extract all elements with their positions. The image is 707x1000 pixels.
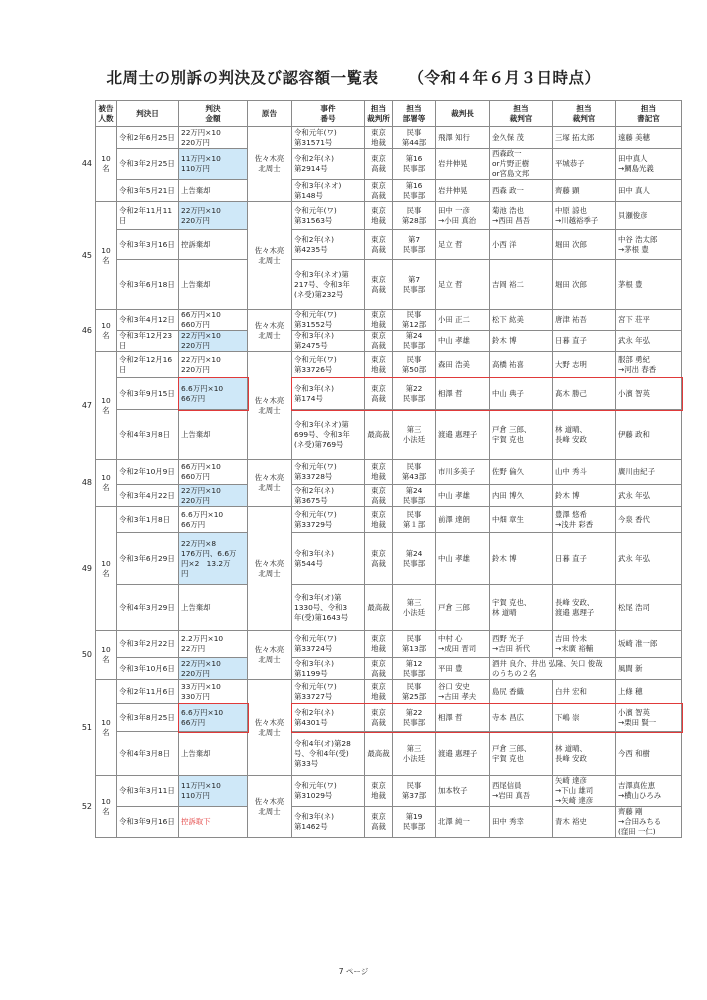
court-clerk: 茅根 豊 [616,260,682,310]
case-number: 令和元年(ワ) 第33727号 [292,680,365,704]
judgment-date: 令和3年5月21日 [117,180,179,202]
assigned-judge-1: 吉岡 裕二 [490,260,553,310]
assigned-judge-2: 日暮 直子 [553,533,616,585]
presiding-judge: 中山 孝雄 [436,331,490,352]
judgment-date: 令和2年12月16日 [117,352,179,378]
assigned-judge-2: 堀田 次郎 [553,260,616,310]
assigned-judge-1: 中畑 章生 [490,507,553,533]
table-row [96,378,682,410]
court-clerk: 齊藤 剛 →合田みちる (窪田 一仁) [616,807,682,838]
defendant-count: 10 名 [96,352,117,460]
judgment-date: 令和2年11月6日 [117,680,179,704]
court-clerk: 武永 年弘 [616,485,682,507]
assigned-judge-1: 宇賀 克也、 林 道晴 [490,585,553,631]
judgment-amount: 22万円×10 220万円 [179,658,248,680]
court-clerk: 小濱 智英 [616,378,682,410]
page-title: 北周士の別訴の判決及び認容額一覧表 （令和４年６月３日時点） [106,69,601,87]
group-number: 47 [81,400,92,410]
judgment-amount: 33万円×10 330万円 [179,680,248,704]
presiding-judge: 岩井伸晃 [436,149,490,180]
assigned-judge-1: 西森政一 or片野正樹 or宮島文邦 [490,149,553,180]
department: 第22 民事部 [393,704,436,732]
court-clerk: 今泉 香代 [616,507,682,533]
court: 最高裁 [365,585,393,631]
judgment-amount: 22万円×10 220万円 [179,127,248,149]
department: 民事 第44部 [393,127,436,149]
presiding-judge: 渡邉 惠理子 [436,410,490,460]
case-number: 令和元年(ワ) 第31552号 [292,310,365,331]
judgment-date: 令和3年6月29日 [117,533,179,585]
judgment-amount: 控訴取下 [179,807,248,838]
table-row [96,507,682,533]
case-number: 令和3年(ネ) 第1199号 [292,658,365,680]
department: 民事 第37部 [393,776,436,807]
table-row [96,631,682,658]
department: 第16 民事部 [393,149,436,180]
court: 東京 地裁 [365,507,393,533]
presiding-judge: 平田 豊 [436,658,490,680]
assigned-judge-2: 青木 裕史 [553,807,616,838]
court-clerk: 吉澤真佐恵 →横山ひろみ [616,776,682,807]
court: 東京 地裁 [365,352,393,378]
assigned-judge-1: 鈴木 博 [490,331,553,352]
judgment-amount: 上告棄却 [179,410,248,460]
assigned-judge-2: 唐津 祐吾 [553,310,616,331]
column-header: 判決日 [117,101,179,127]
page-number: 7 ページ [338,967,369,976]
department: 第12 民事部 [393,658,436,680]
department: 民事 第28部 [393,202,436,230]
court-clerk: 上條 穂 [616,680,682,704]
defendant-count: 10 名 [96,127,117,202]
presiding-judge: 中山 孝雄 [436,533,490,585]
assigned-judge-1: 島尻 香織 [490,680,553,704]
plaintiff: 佐々木亮 北周士 [248,127,292,202]
judgment-date: 令和2年6月25日 [117,127,179,149]
plaintiff: 佐々木亮 北周士 [248,507,292,631]
department: 第24 民事部 [393,533,436,585]
table-row [96,410,682,460]
case-number: 令和2年(ネ) 第4235号 [292,230,365,260]
judgment-date: 令和2年11月11日 [117,202,179,230]
court-clerk: 武永 年弘 [616,331,682,352]
assigned-judge-1: 松下 紘美 [490,310,553,331]
assigned-judge-1: 西野 光子 →吉田 祈代 [490,631,553,658]
court-clerk: 田中真人 →鯛島光義 [616,149,682,180]
department: 民事 第12部 [393,310,436,331]
judgment-date: 令和3年2月25日 [117,149,179,180]
judgment-amount: 控訴棄却 [179,230,248,260]
column-header: 被告 人数 [96,101,117,127]
defendant-count: 10 名 [96,507,117,631]
judgment-table [95,100,682,838]
assigned-judge-1: 佐野 倫久 [490,460,553,485]
court: 東京 地裁 [365,127,393,149]
assigned-judge-2: 堀田 次郎 [553,230,616,260]
judgment-amount: 上告棄却 [179,260,248,310]
court-clerk: 風間 新 [616,658,682,680]
column-header: 裁判長 [436,101,490,127]
presiding-judge: 相澤 哲 [436,378,490,410]
assigned-judge-1: 菊池 浩也 →西田 昌吾 [490,202,553,230]
defendant-count: 10 名 [96,310,117,352]
assigned-judge-2: 齊藤 顕 [553,180,616,202]
assigned-judge-2: 中原 諒也 →川越裕季子 [553,202,616,230]
court: 東京 地裁 [365,776,393,807]
table-row [96,331,682,352]
presiding-judge: 森田 浩美 [436,352,490,378]
case-number: 令和4年(オ)第28 号、令和4年(受) 第33号 [292,732,365,776]
department: 第22 民事部 [393,378,436,410]
table-row [96,732,682,776]
presiding-judge: 田中 一彦 →小田 真治 [436,202,490,230]
judgment-amount: 上告棄却 [179,732,248,776]
court: 最高裁 [365,410,393,460]
court: 東京 高裁 [365,485,393,507]
court-clerk: 中谷 浩太郎 →茅根 豊 [616,230,682,260]
assigned-judge-1: 高橋 祐喜 [490,352,553,378]
assigned-judge-2: 白井 宏和 [553,680,616,704]
column-header: 原告 [248,101,292,127]
plaintiff: 佐々木亮 北周士 [248,460,292,507]
judgment-amount: 66万円×10 660万円 [179,460,248,485]
presiding-judge: 飛澤 知行 [436,127,490,149]
assigned-judge-2: 日暮 直子 [553,331,616,352]
judgment-date: 令和3年6月18日 [117,260,179,310]
table-row [96,149,682,180]
table-row [96,807,682,838]
court: 東京 高裁 [365,378,393,410]
table-row [96,704,682,732]
case-number: 令和元年(ワ) 第31029号 [292,776,365,807]
court: 東京 高裁 [365,230,393,260]
court-clerk: 今西 和樹 [616,732,682,776]
presiding-judge: 岩井伸晃 [436,180,490,202]
court-clerk: 貝瀬俊彦 [616,202,682,230]
judgment-amount: 上告棄却 [179,180,248,202]
case-number: 令和3年(ネ) 第544号 [292,533,365,585]
table-row [96,658,682,680]
case-number: 令和2年(ネ) 第4301号 [292,704,365,732]
judgment-date: 令和3年4月12日 [117,310,179,331]
judgment-date: 令和3年12月23日 [117,331,179,352]
assigned-judge-2: 林 道晴、 長峰 安政 [553,410,616,460]
table-row [96,180,682,202]
assigned-judge-1: 中山 典子 [490,378,553,410]
judgment-date: 令和3年3月16日 [117,230,179,260]
judgment-date: 令和3年3月11日 [117,776,179,807]
group-number: 44 [81,159,92,168]
department: 第7 民事部 [393,260,436,310]
assigned-judge-1: 小西 洋 [490,230,553,260]
department: 第7 民事部 [393,230,436,260]
court-clerk: 遠藤 美穂 [616,127,682,149]
group-number: 45 [81,250,92,260]
group-number: 46 [81,325,92,335]
presiding-judge: 前澤 達朗 [436,507,490,533]
judgment-date: 令和3年9月16日 [117,807,179,838]
table-row [96,127,682,149]
case-number: 令和3年(オ)第 1330号、令和3 年(受)第1643号 [292,585,365,631]
court-clerk: 松尾 浩司 [616,585,682,631]
defendant-count: 10 名 [96,631,117,680]
presiding-judge: 中山 孝雄 [436,485,490,507]
column-header: 担当 裁判官 [553,101,616,127]
court: 東京 高裁 [365,533,393,585]
plaintiff: 佐々木亮 北周士 [248,776,292,838]
court-clerk: 宮下 荘平 [616,310,682,331]
assigned-judge-2: 鈴木 博 [553,485,616,507]
column-header: 事件 番号 [292,101,365,127]
court-clerk: 田中 真人 [616,180,682,202]
assigned-judge-2: 髙木 勝己 [553,378,616,410]
defendant-count: 10 名 [96,776,117,838]
case-number: 令和3年(ネオ)第 699号、令和3年 (ネ受)第769号 [292,410,365,460]
case-number: 令和元年(ワ) 第33728号 [292,460,365,485]
judgment-amount: 上告棄却 [179,585,248,631]
table-row [96,485,682,507]
presiding-judge: 戸倉 三郎 [436,585,490,631]
court-clerk: 伊藤 政和 [616,410,682,460]
assigned-judge-1: 西森 政一 [490,180,553,202]
group-number: 52 [81,801,92,811]
department: 第19 民事部 [393,807,436,838]
table-row [96,310,682,331]
case-number: 令和元年(ワ) 第31563号 [292,202,365,230]
defendant-count: 10 名 [96,680,117,776]
judgment-amount: 22万円×10 220万円 [179,202,248,230]
defendant-count: 10 名 [96,460,117,507]
table-row [96,460,682,485]
assigned-judge-2: 林 道晴、 長峰 安政 [553,732,616,776]
judgment-amount: 22万円×8 176万円、6.6万 円×2 13.2万 円 [179,533,248,585]
table-row [96,680,682,704]
court: 東京 地裁 [365,460,393,485]
court: 東京 地裁 [365,310,393,331]
judgment-date: 令和3年1月8日 [117,507,179,533]
judgment-amount: 6.6万円×10 66万円 [179,704,248,732]
plaintiff: 佐々木亮 北周士 [248,680,292,776]
case-number: 令和3年(ネ) 第1462号 [292,807,365,838]
case-number: 令和3年(ネ) 第2475号 [292,331,365,352]
presiding-judge: 小田 正二 [436,310,490,331]
plaintiff: 佐々木亮 北周士 [248,631,292,680]
assigned-judge-1: 金久保 茂 [490,127,553,149]
court: 東京 高裁 [365,149,393,180]
judgment-amount: 2.2万円×10 22万円 [179,631,248,658]
department: 第三 小法廷 [393,410,436,460]
department: 第16 民事部 [393,180,436,202]
department: 民事 第１部 [393,507,436,533]
court: 最高裁 [365,732,393,776]
court: 東京 地裁 [365,680,393,704]
column-header: 担当 裁判所 [365,101,393,127]
court-clerk: 服部 勇紀 →河出 春香 [616,352,682,378]
assigned-judge-2: 長峰 安政、 渡邉 惠理子 [553,585,616,631]
case-number: 令和3年(ネ) 第174号 [292,378,365,410]
presiding-judge: 加本牧子 [436,776,490,807]
table-body [96,127,682,838]
department: 民事 第50部 [393,352,436,378]
judgment-amount: 6.6万円×10 66万円 [179,378,248,410]
assigned-judge-1: 西尾信員 →岩田 真吾 [490,776,553,807]
case-number: 令和3年(ネオ) 第148号 [292,180,365,202]
presiding-judge: 北澤 純一 [436,807,490,838]
presiding-judge: 渡邉 惠理子 [436,732,490,776]
assigned-judge-2: 下嶋 崇 [553,704,616,732]
assigned-judge-2: 吉田 怜未 →末廣 裕輔 [553,631,616,658]
case-number: 令和元年(ワ) 第33726号 [292,352,365,378]
judgment-date: 令和3年10月6日 [117,658,179,680]
assigned-judge-2: 三塚 拓太郎 [553,127,616,149]
defendant-count: 10 名 [96,202,117,310]
judgment-amount: 11万円×10 110万円 [179,149,248,180]
judgment-date: 令和3年2月22日 [117,631,179,658]
column-header: 担当 書記官 [616,101,682,127]
assigned-judge-1: 戸倉 三郎、 宇賀 克也 [490,410,553,460]
group-number: 50 [81,650,92,659]
judgment-amount: 22万円×10 220万円 [179,331,248,352]
assigned-judge-1: 寺本 昌広 [490,704,553,732]
court: 東京 高裁 [365,807,393,838]
presiding-judge: 中村 心 →成田 晋司 [436,631,490,658]
department: 民事 第25部 [393,680,436,704]
case-number: 令和2年(ネ) 第3675号 [292,485,365,507]
assigned-judge-2: 豊澤 悠希 →浅井 彩香 [553,507,616,533]
court: 東京 高裁 [365,260,393,310]
group-number: 49 [81,563,92,573]
judgment-amount: 66万円×10 660万円 [179,310,248,331]
presiding-judge: 足立 哲 [436,230,490,260]
assigned-judge-2: 矢崎 達彦 →下山 雄司 →矢崎 達彦 [553,776,616,807]
assigned-judge-2: 大野 志明 [553,352,616,378]
assigned-judge-2: 平城恭子 [553,149,616,180]
court: 東京 高裁 [365,180,393,202]
judgment-amount: 11万円×10 110万円 [179,776,248,807]
table-row [96,585,682,631]
judgment-date: 令和3年9月15日 [117,378,179,410]
judgment-amount: 6.6万円×10 66万円 [179,507,248,533]
header-row [96,101,682,127]
column-header: 担当 部署等 [393,101,436,127]
table-row [96,202,682,230]
judgment-amount: 22万円×10 220万円 [179,485,248,507]
table-row [96,260,682,310]
table-row [96,230,682,260]
presiding-judge: 谷口 安史 →古田 孝夫 [436,680,490,704]
judgment-date: 令和3年4月22日 [117,485,179,507]
department: 第三 小法廷 [393,585,436,631]
assigned-judges: 酒井 良介、井出 弘隆、矢口 俊哉 のうちの２名 [490,658,616,680]
case-number: 令和2年(ネ) 第2914号 [292,149,365,180]
judgment-date: 令和4年3月8日 [117,732,179,776]
column-header: 担当 裁判官 [490,101,553,127]
department: 第24 民事部 [393,331,436,352]
table-row [96,352,682,378]
assigned-judge-2: 山中 秀斗 [553,460,616,485]
judgment-date: 令和3年8月25日 [117,704,179,732]
judgment-date: 令和2年10月9日 [117,460,179,485]
judgment-date: 令和4年3月29日 [117,585,179,631]
assigned-judge-1: 戸倉 三郎、 宇賀 克也 [490,732,553,776]
court-clerk: 坂崎 准一郎 [616,631,682,658]
court: 東京 高裁 [365,704,393,732]
judgment-date: 令和4年3月8日 [117,410,179,460]
case-number: 令和元年(ワ) 第33729号 [292,507,365,533]
department: 第三 小法廷 [393,732,436,776]
department: 第24 民事部 [393,485,436,507]
plaintiff: 佐々木亮 北周士 [248,202,292,310]
plaintiff: 佐々木亮 北周士 [248,310,292,352]
case-number: 令和元年(ワ) 第33724号 [292,631,365,658]
column-header: 判決 金額 [179,101,248,127]
plaintiff: 佐々木亮 北周士 [248,352,292,460]
assigned-judge-1: 鈴木 博 [490,533,553,585]
presiding-judge: 足立 哲 [436,260,490,310]
court: 東京 高裁 [365,658,393,680]
court-clerk: 廣川由紀子 [616,460,682,485]
table-row [96,776,682,807]
judgment-amount: 22万円×10 220万円 [179,352,248,378]
case-number: 令和3年(ネオ)第 217号、令和3年 (ネ受)第232号 [292,260,365,310]
court-clerk: 武永 年弘 [616,533,682,585]
assigned-judge-1: 田中 秀幸 [490,807,553,838]
department: 民事 第13部 [393,631,436,658]
court: 東京 高裁 [365,331,393,352]
presiding-judge: 相澤 哲 [436,704,490,732]
case-number: 令和元年(ワ) 第31571号 [292,127,365,149]
presiding-judge: 市川多美子 [436,460,490,485]
court-clerk: 小濱 智英 →栗田 賢一 [616,704,682,732]
table-row [96,533,682,585]
court: 東京 地裁 [365,631,393,658]
assigned-judge-1: 内田 博久 [490,485,553,507]
group-number: 48 [81,478,92,487]
group-number: 51 [81,722,92,732]
court: 東京 地裁 [365,202,393,230]
department: 民事 第43部 [393,460,436,485]
